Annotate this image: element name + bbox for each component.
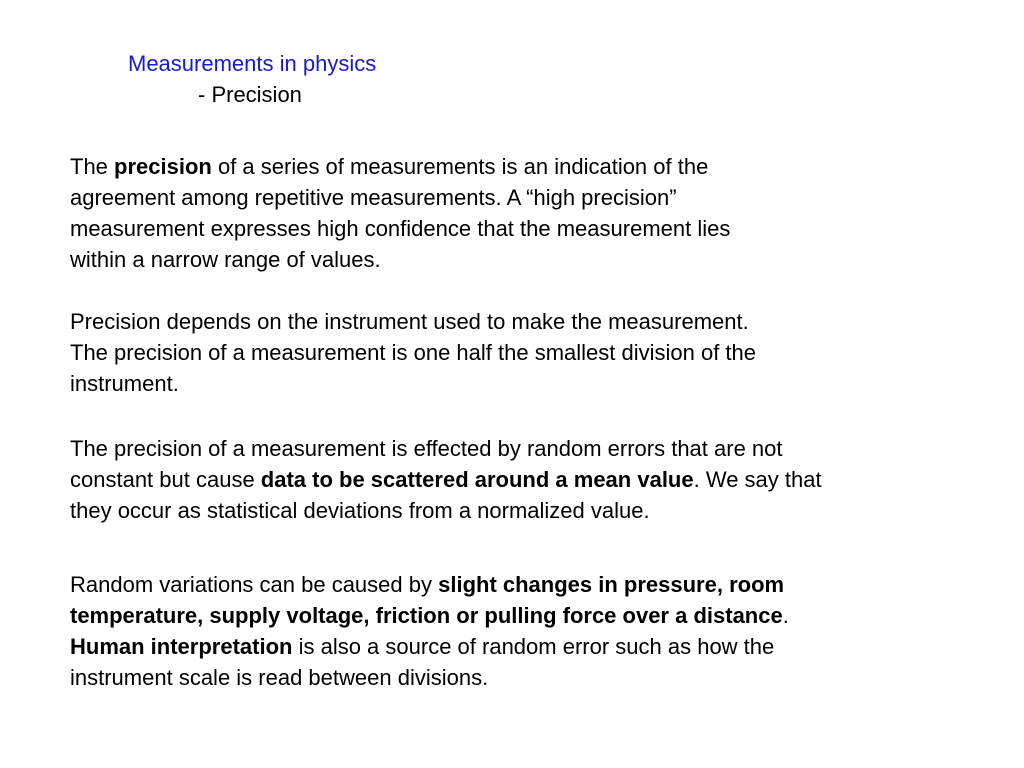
slide-title: Measurements in physics xyxy=(128,51,377,76)
paragraph-line: The precision of a measurement is one half the smallest division of the xyxy=(70,340,757,365)
paragraph-line: agreement among repetitive measurements. A “high precision” xyxy=(70,185,677,210)
paragraph-line: Precision depends on the instrument used to make the measurement. xyxy=(70,309,749,334)
paragraph-line: they occur as statistical deviations from a normalized value. xyxy=(70,498,650,523)
text-run: is also a source of random error such as how the xyxy=(292,634,775,659)
paragraph-random-variations xyxy=(70,569,789,693)
bold-term-precision: precision xyxy=(114,154,212,179)
paragraph-line xyxy=(70,569,789,600)
paragraph-random-errors xyxy=(70,433,822,526)
text-run: The xyxy=(70,154,115,179)
text-run: constant but cause xyxy=(70,467,261,492)
bold-phrase-causes-cont: temperature, supply voltage, friction or pulling force over a distance xyxy=(70,603,783,628)
paragraph-instrument-precision xyxy=(70,306,756,399)
paragraph-precision-definition xyxy=(70,151,730,275)
text-run: . We say that xyxy=(693,467,822,492)
paragraph-line: measurement expresses high confidence that the measurement lies xyxy=(70,216,731,241)
paragraph-line xyxy=(70,464,822,495)
slide-subtitle: - Precision xyxy=(198,82,302,107)
text-run: . xyxy=(782,603,789,628)
paragraph-line: instrument scale is read between divisions. xyxy=(70,665,489,690)
paragraph-line xyxy=(70,600,789,631)
text-run: Random variations can be caused by xyxy=(70,572,439,597)
bold-term-human-interpretation: Human interpretation xyxy=(70,634,293,659)
paragraph-line xyxy=(70,151,730,182)
paragraph-line: within a narrow range of values. xyxy=(70,247,381,272)
bold-phrase-causes: slight changes in pressure, room xyxy=(438,572,785,597)
bold-phrase-scattered-data: data to be scattered around a mean value xyxy=(260,467,694,492)
paragraph-line xyxy=(70,631,789,662)
text-run: of a series of measurements is an indication of the xyxy=(211,154,709,179)
paragraph-line: instrument. xyxy=(70,371,179,396)
paragraph-line: The precision of a measurement is effected by random errors that are not xyxy=(70,436,783,461)
